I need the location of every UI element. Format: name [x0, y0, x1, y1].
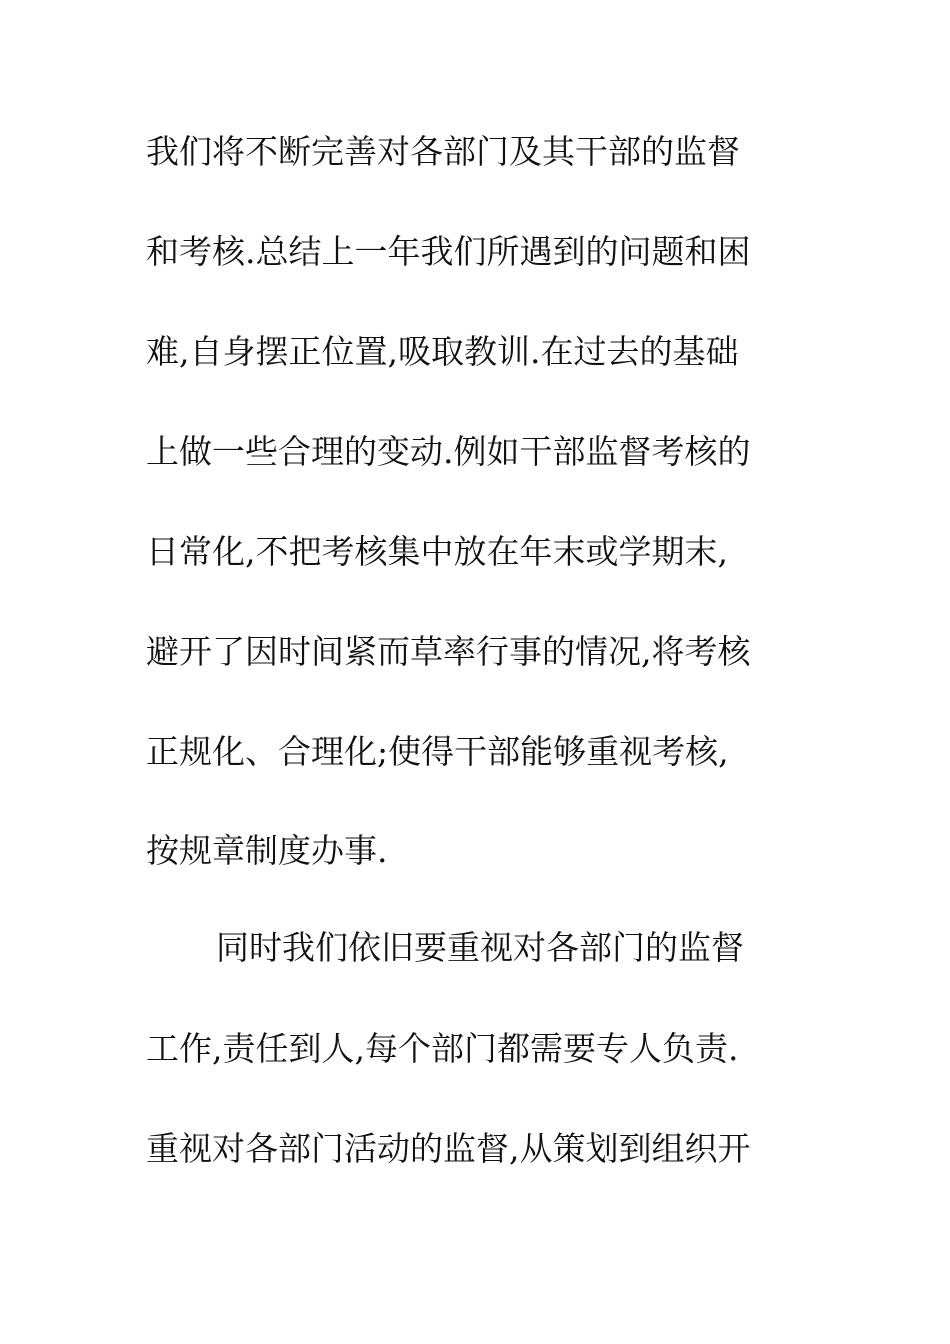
text-line-2: 和考核.总结上一年我们所遇到的问题和困 — [146, 232, 751, 271]
text-line-5: 日常化,不把考核集中放在年末或学期末, — [146, 532, 728, 571]
text-line-4: 上做一些合理的变动.例如干部监督考核的 — [146, 432, 751, 471]
text-line-6: 避开了因时间紧而草率行事的情况,将考核 — [146, 632, 751, 671]
paragraph-start-line: 同时我们依旧要重视对各部门的监督 — [216, 928, 744, 967]
text-line-8: 按规章制度办事. — [146, 831, 388, 870]
text-line-10: 工作,责任到人,每个部门都需要专人负责. — [146, 1029, 739, 1068]
text-line-7: 正规化、合理化;使得干部能够重视考核, — [146, 732, 729, 771]
text-line-1: 我们将不断完善对各部门及其干部的监督 — [146, 132, 740, 171]
text-line-3: 难,自身摆正位置,吸取教训.在过去的基础 — [146, 332, 739, 371]
text-line-11: 重视对各部门活动的监督,从策划到组织开 — [146, 1129, 751, 1168]
